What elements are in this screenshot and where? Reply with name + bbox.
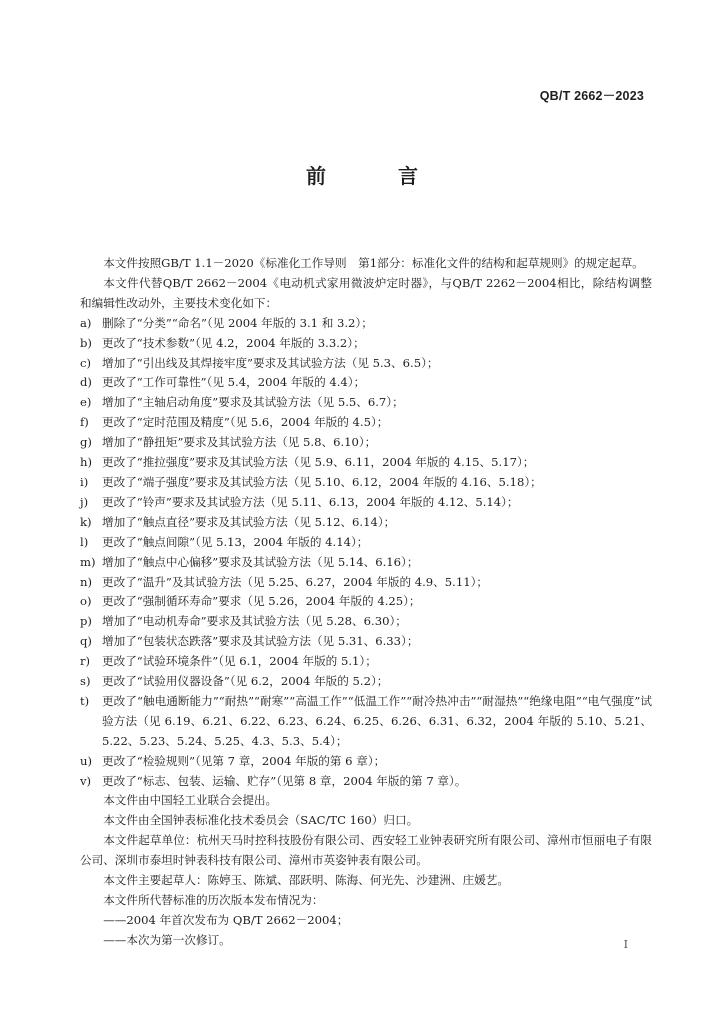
list-item-text: 更改了“强制循环寿命”要求（见 5.26，2004 年版的 4.25）； bbox=[102, 594, 421, 609]
closing-paragraph: 本文件由全国钟表标准化技术委员会（SAC/TC 160）归口。 bbox=[103, 813, 419, 828]
list-item bbox=[80, 433, 652, 453]
list-item-text: 增加了“电动机寿命”要求及其试验方法（见 5.28、6.30）； bbox=[102, 614, 407, 629]
list-item bbox=[80, 393, 652, 413]
list-item-text: 增加了“静扭矩”要求及其试验方法（见 5.8、6.10）； bbox=[102, 435, 377, 450]
list-item-label: v) bbox=[80, 773, 92, 788]
list-item-label: k) bbox=[80, 514, 92, 529]
list-item-text: 删除了“分类”“命名”（见 2004 年版的 3.1 和 3.2）； bbox=[102, 315, 373, 330]
list-item-text: 更改了“试验用仪器设备”（见 6.2，2004 年版的 5.2）； bbox=[102, 674, 389, 689]
list-item bbox=[80, 592, 652, 612]
list-item bbox=[80, 652, 652, 672]
list-item bbox=[80, 772, 652, 792]
list-item-text: 更改了“铃声”要求及其试验方法（见 5.11、6.13，2004 年版的 4.12、5.14）； bbox=[102, 494, 519, 509]
list-item-text: 更改了“检验规则”（见第 7 章，2004 年版的第 6 章）； bbox=[102, 753, 386, 768]
closing-paragraph: 本文件由中国轻工业联合会提出。 bbox=[103, 793, 278, 808]
list-item-label: a) bbox=[80, 315, 92, 330]
list-item bbox=[80, 373, 652, 393]
list-item-text: 更改了“定时范围及精度”（见 5.6，2004 年版的 4.5）； bbox=[102, 415, 389, 430]
list-item-label: h) bbox=[80, 455, 92, 470]
list-item bbox=[80, 553, 652, 573]
list-item-text: 更改了“触点间隙”（见 5.13，2004 年版的 4.14）； bbox=[102, 534, 369, 549]
list-item bbox=[80, 672, 652, 692]
list-item-text: 增加了“触点直径”要求及其试验方法（见 5.12、6.14）； bbox=[102, 514, 396, 529]
list-item-text: 增加了“包装状态跌落”要求及其试验方法（见 5.31、6.33）； bbox=[102, 634, 419, 649]
history-item: ——本次为第一次修订。 bbox=[103, 932, 231, 947]
list-item-text: 增加了“触点中心偏移”要求及其试验方法（见 5.14、6.16）； bbox=[102, 554, 419, 569]
list-item-text: 更改了“端子强度”要求及其试验方法（见 5.10、6.12，2004 年版的 4.16、5.18）； bbox=[102, 474, 542, 489]
page-title: 前 言 bbox=[306, 164, 444, 188]
list-item-label: p) bbox=[80, 614, 92, 629]
list-item bbox=[80, 752, 652, 772]
list-item-label: d) bbox=[80, 375, 92, 390]
list-item bbox=[80, 692, 652, 752]
list-item-label: o) bbox=[80, 594, 92, 609]
list-item-label: s) bbox=[80, 674, 91, 689]
list-item bbox=[80, 453, 652, 473]
list-item-text: 更改了“标志、包装、运输、贮存”（见第 8 章，2004 年版的第 7 章）。 bbox=[102, 773, 467, 788]
list-item bbox=[80, 533, 652, 553]
list-item-label: m) bbox=[80, 554, 96, 569]
list-item bbox=[80, 334, 652, 354]
list-item-text: 更改了“技术参数”（见 4.2，2004 年版的 3.3.2）； bbox=[102, 335, 365, 350]
list-item-text: 增加了“引出线及其焊接牢度”要求及其试验方法（见 5.3、6.5）； bbox=[102, 355, 439, 370]
list-item bbox=[80, 413, 652, 433]
list-item-label: e) bbox=[80, 395, 92, 410]
list-item bbox=[80, 513, 652, 533]
list-item-label: j) bbox=[80, 494, 89, 509]
list-item-label: q) bbox=[80, 634, 92, 649]
list-item bbox=[80, 354, 652, 374]
list-item-label: u) bbox=[80, 753, 92, 768]
list-item bbox=[80, 493, 652, 513]
list-item-text: 更改了“温升”及其试验方法（见 5.25、6.27，2004 年版的 4.9、5.11）； bbox=[102, 574, 488, 589]
list-item-label: t) bbox=[80, 693, 90, 708]
list-item-text: 更改了“试验环境条件”（见 6.1，2004 年版的 5.1）； bbox=[102, 654, 377, 669]
list-item-label: i) bbox=[80, 474, 89, 489]
list-item bbox=[80, 612, 652, 632]
standard-code: QB/T 2662－2023 bbox=[539, 89, 644, 103]
list-item-label: r) bbox=[80, 654, 91, 669]
list-item-label: n) bbox=[80, 574, 92, 589]
list-item-label: b) bbox=[80, 335, 92, 350]
closing-paragraph: 本文件起草单位：杭州天马时控科技股份有限公司、西安轻工业钟表研究所有限公司、漳州市恒丽电子有限公司、深圳市泰坦时钟表科技有限公司、漳州市英姿钟表有限公司。 bbox=[80, 833, 652, 868]
list-item-text: 增加了“主轴启动角度”要求及其试验方法（见 5.5、6.7）； bbox=[102, 395, 404, 410]
list-item bbox=[80, 314, 652, 334]
intro-paragraph: 本文件按照GB/T 1.1－2020《标准化工作导则 第1部分：标准化文件的结构和起草规则》的规定起草。 bbox=[103, 256, 644, 270]
list-item-label: c) bbox=[80, 355, 92, 370]
changes-list bbox=[80, 314, 652, 792]
list-item-text: 更改了“触电通断能力”“耐热”“耐寒”“高温工作”“低温工作”“耐冷热冲击”“耐湿热”“绝缘电阻”“电气强度”试验方法（见 6.19、6.21、6.22、6.23、6.24、6.25、6.26、6.31、6.32，2004 年版的 5.10、5.21、5.22、5.23、5.24、5.25、4.3、5.3、5.4）； bbox=[102, 693, 652, 748]
list-item bbox=[80, 473, 652, 493]
list-item-text: 更改了“工作可靠性”（见 5.4，2004 年版的 4.4）； bbox=[102, 375, 366, 390]
list-item bbox=[80, 632, 652, 652]
list-item bbox=[80, 573, 652, 593]
intro-paragraph: 本文件代替QB/T 2662－2004《电动机式家用微波炉定时器》，与QB/T 2262－2004相比，除结构调整和编辑性改动外，主要技术变化如下： bbox=[80, 275, 652, 310]
closing-paragraph: 本文件主要起草人：陈婷玉、陈斌、邵跃明、陈海、何光先、沙建洲、庄媛艺。 bbox=[103, 873, 509, 888]
list-item-text: 更改了“推拉强度”要求及其试验方法（见 5.9、6.11，2004 年版的 4.15、5.17）； bbox=[102, 455, 535, 470]
history-item: ——2004 年首次发布为 QB/T 2662－2004； bbox=[103, 912, 349, 927]
closing-paragraph: 本文件所代替标准的历次版本发布情况为： bbox=[103, 893, 324, 907]
list-item-label: g) bbox=[80, 435, 92, 450]
page-number: I bbox=[623, 938, 628, 951]
list-item-label: l) bbox=[80, 534, 89, 549]
foreword-body bbox=[80, 254, 652, 951]
list-item-label: f) bbox=[80, 415, 89, 430]
